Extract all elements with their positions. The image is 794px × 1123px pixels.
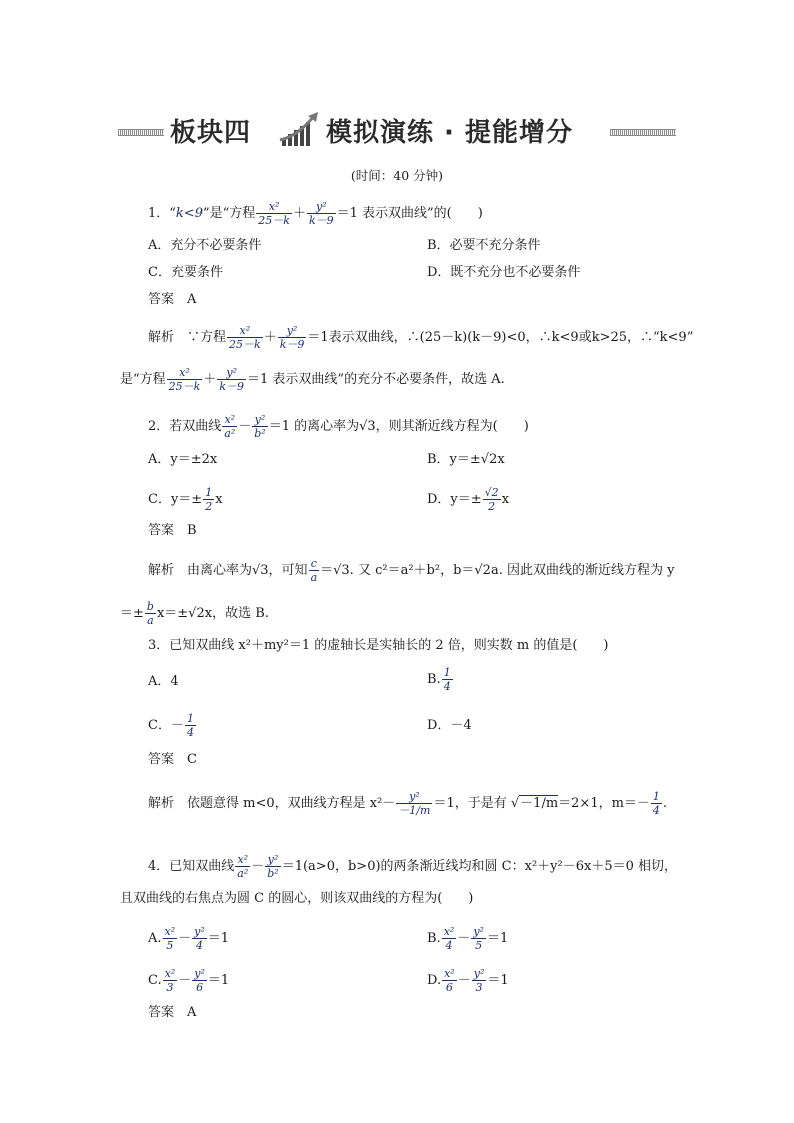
q1-explanation-2: 是“方程 $\frac{\text{x²}}{25-k}$ ＋ $\frac{\text{y²}}{k-9}$ ＝1 表示双曲线”的充分不必要条件，故选 A. [120,366,505,393]
q2-option-b: B．y＝±√2x [427,452,505,467]
growth-chart-icon [278,110,322,150]
q4-option-d: D. $\frac{\text{x²}}{6}$ － $\frac{\text{y²}}{3}$ ＝1 [427,967,509,994]
q4-option-a: A. $\frac{\text{x²}}{5}$ － $\frac{\text{y²}}{4}$ ＝1 [148,925,230,952]
q1-option-d: D．既不充分也不必要条件 [427,265,581,280]
q4-option-b: B. $\frac{\text{x²}}{4}$ － $\frac{\text{y²}}{5}$ ＝1 [427,925,509,952]
q1-explanation-1: 解析 ∵方程 $\frac{\text{x²}}{25-k}$ ＋ $\frac{\text{y²}}{k-9}$ ＝1表示双曲线，∴(25－k)(k－9)<0，∴k<9或k>25，∴“k<9” [148,324,694,351]
time-limit: (时间：40 分钟) [350,168,444,183]
q4-stem-1: 4．已知双曲线 $\frac{\text{x²}}{\text{a²}}$ － $\frac{\text{y²}}{\text{b²}}$ ＝1(a>0，b>0)的两条渐近线均和圆 C：x²＋y²－6x＋5＝0 相切， [148,853,677,880]
q3-stem: 3．已知双曲线 x²＋my²＝1 的虚轴长是实轴长的 2 倍，则实数 m 的值是( ) [148,638,609,653]
section-banner [118,110,676,154]
q2-stem: 2．若双曲线 $\frac{\text{x²}}{\text{a²}}$ － $\frac{\text{y²}}{\text{b²}}$ ＝1 的离心率为√3，则其渐近线方程为( ) [148,413,529,440]
q4-stem-2: 且双曲线的右焦点为圆 C 的圆心，则该双曲线的方程为( ) [120,891,474,906]
q1-option-a: A．充分不必要条件 [148,238,262,253]
square-root-icon: √ [510,796,520,811]
q1-answer: 答案 A [148,292,197,307]
q2-explanation-1: 解析 由离心率为√3，可知 $\frac{c}{a}$ ＝√3. 又 c²＝a²＋b²，b＝√2a. 因此双曲线的渐近线方程为 y [148,557,675,584]
q2-explanation-2: ＝± $\frac{b}{a}$ x＝±√2x，故选 B. [120,600,269,627]
q3-answer: 答案 C [148,752,197,767]
q2-option-c: C．y＝± $\frac{1}{2}$ x [148,486,223,513]
banner-rule-left [118,129,164,136]
q3-option-d: D．－4 [427,718,472,733]
q4-answer: 答案 A [148,1005,197,1020]
q3-option-b: B. $\frac{1}{4}$ [427,666,451,693]
banner-right-title: 模拟演练 · 提能增分 [326,118,573,148]
q3-explanation: 解析 依题意得 m<0，双曲线方程是 x²－ $\frac{\text{y²}}{-1/m}$ ＝1，于是有 √－1/m＝2×1，m＝－ $\frac{1}{4}$ . [148,790,668,817]
q3-option-a: A．4 [148,674,179,689]
banner-rule-right [610,129,676,136]
q1-stem: 1．“k<9”是“方程 $\frac{\text{x²}}{25-k}$ ＋ $\frac{\text{y²}}{k-9}$ ＝1 表示双曲线”的( ) [148,200,483,227]
q3-option-c: C．－ $\frac{1}{4}$ [148,712,194,739]
q1-option-b: B．必要不充分条件 [427,238,541,253]
q2-answer: 答案 B [148,523,197,538]
q2-option-a: A．y＝±2x [148,452,218,467]
q2-option-d: D．y＝± $\frac{√2}{2}$ x [427,486,510,513]
banner-left-title: 板块四 [170,118,252,148]
q1-option-c: C．充要条件 [148,265,223,280]
q4-option-c: C. $\frac{\text{x²}}{3}$ － $\frac{\text{y²}}{6}$ ＝1 [148,967,230,994]
